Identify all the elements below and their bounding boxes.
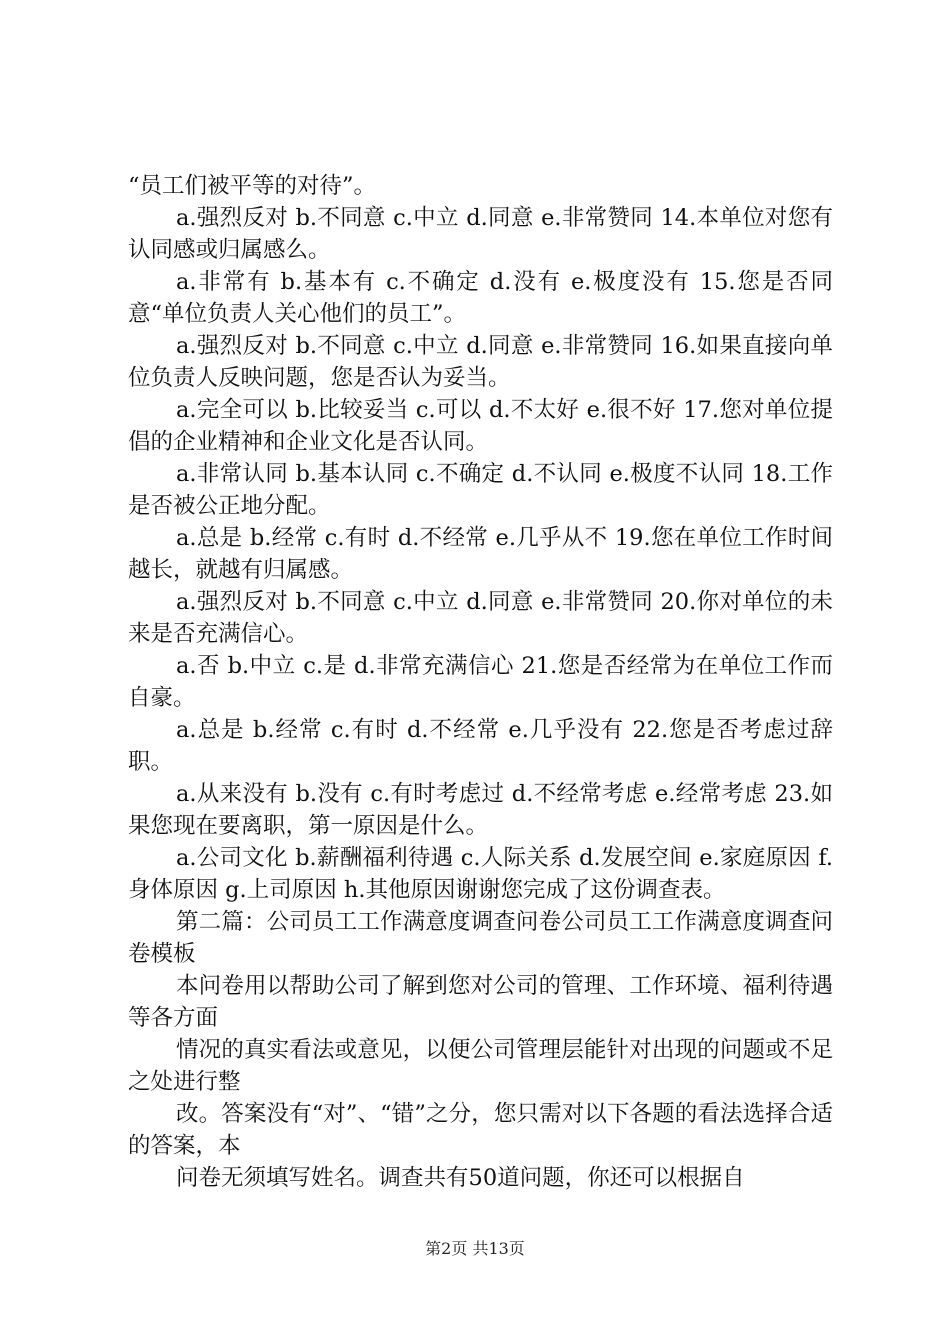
document-paragraph: a.总是 b.经常 c.有时 d.不经常 e.几乎没有 22.您是否考虑过辞职。 [128, 717, 833, 775]
document-paragraph: 改。答案没有“对”、“错”之分，您只需对以下各题的看法选择合适的答案，本 [128, 1101, 833, 1159]
document-paragraph: a.完全可以 b.比较妥当 c.可以 d.不太好 e.很不好 17.您对单位提倡的企业精神和企业文化是否认同。 [128, 397, 833, 455]
document-paragraph: 本问卷用以帮助公司了解到您对公司的管理、工作环境、福利待遇等各方面 [128, 973, 833, 1031]
document-paragraph: a.从来没有 b.没有 c.有时考虑过 d.不经常考虑 e.经常考虑 23.如果您现在要离职，第一原因是什么。 [128, 781, 833, 839]
document-paragraph: a.强烈反对 b.不同意 c.中立 d.同意 e.非常赞同 14.本单位对您有认同感或归属感么。 [128, 205, 833, 263]
document-paragraph: 问卷无须填写姓名。调查共有50道问题，你还可以根据自 [176, 1165, 745, 1191]
document-paragraph: a.公司文化 b.薪酬福利待遇 c.人际关系 d.发展空间 e.家庭原因 f.身体原因 g.上司原因 h.其他原因谢谢您完成了这份调查表。 [128, 845, 833, 903]
document-paragraph: a.否 b.中立 c.是 d.非常充满信心 21.您是否经常为在单位工作而自豪。 [128, 653, 833, 711]
document-paragraph: a.强烈反对 b.不同意 c.中立 d.同意 e.非常赞同 16.如果直接向单位负责人反映问题，您是否认为妥当。 [128, 333, 833, 391]
document-paragraph: a.总是 b.经常 c.有时 d.不经常 e.几乎从不 19.您在单位工作时间越长，就越有归属感。 [128, 525, 833, 583]
document-paragraph: 情况的真实看法或意见，以便公司管理层能针对出现的问题或不足之处进行整 [128, 1037, 833, 1095]
document-paragraph: “员工们被平等的对待”。 [128, 173, 377, 199]
document-paragraph: a.非常认同 b.基本认同 c.不确定 d.不认同 e.极度不认同 18.工作是否被公正地分配。 [128, 461, 833, 519]
document-paragraph: a.强烈反对 b.不同意 c.中立 d.同意 e.非常赞同 20.你对单位的未来是否充满信心。 [128, 589, 833, 647]
document-paragraph: 第二篇：公司员工工作满意度调查问卷公司员工工作满意度调查问卷模板 [128, 909, 833, 967]
document-body [128, 170, 833, 1194]
document-paragraph: a.非常有 b.基本有 c.不确定 d.没有 e.极度没有 15.您是否同意“单位负责人关心他们的员工”。 [128, 269, 833, 327]
page-footer: 第2页 共13页 [425, 1239, 525, 1258]
